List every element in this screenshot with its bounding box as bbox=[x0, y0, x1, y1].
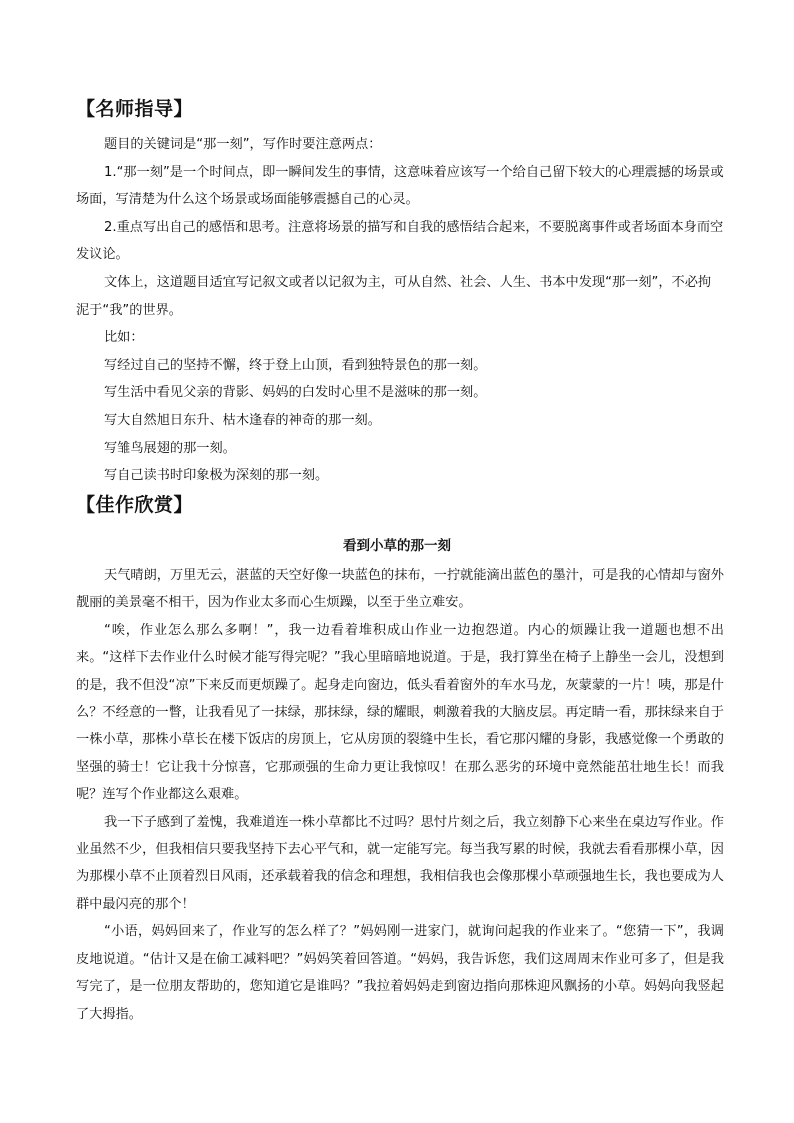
guide-paragraph: 题目的关键词是“那一刻”，写作时要注意两点： bbox=[104, 137, 382, 152]
guide-paragraph: 1.“那一刻”是一个时间点，即一瞬间发生的事情，这意味着应该写一个给自己留下较大的心理震撼的场景或场面，写清楚为什么这个场景或场面能够震撼自己的心灵。 bbox=[76, 164, 724, 208]
guide-example: 写经过自己的坚持不懈，终于登上山顶，看到独特景色的那一刻。 bbox=[104, 357, 487, 373]
article-paragraph: 天气晴朗，万里无云，湛蓝的天空好像一块蓝色的抹布，一拧就能滴出蓝色的墨汁，可是我的心情却与窗外靓丽的美景毫不相干，因为作业太多而心生烦躁，以至于坐立难安。 bbox=[76, 568, 724, 611]
guide-paragraph: 文体上，这道题目适宜写记叙文或者以记叙为主，可从自然、社会、人生、书本中发现“那一刻”，不必拘泥于“我”的世界。 bbox=[76, 274, 712, 318]
guide-example: 写生活中看见父亲的背影、妈妈的白发时心里不是滋味的那一刻。 bbox=[104, 385, 487, 401]
article-body bbox=[76, 562, 724, 1028]
guide-paragraph: 比如： bbox=[104, 330, 144, 346]
article-paragraph: 我一下子感到了羞愧，我难道连一株小草都比不过吗？思忖片刻之后，我立刻静下心来坐在桌边写作业。作业虽然不少，但我相信只要我坚持下去心平气和，就一定能写完。每当我写累的时候，我就去看看那棵小草，因为那棵小草不止顶着烈日风雨，还承载着我的信念和理想，我相信我也会像那棵小草顽强地生长，我也要成为人群中最闪亮的那个！ bbox=[76, 814, 724, 912]
article-paragraph: “小语，妈妈回来了，作业写的怎么样了？”妈妈刚一进家门，就询问起我的作业来了。“您猜一下”，我调皮地说道。“估计又是在偷工减料吧？”妈妈笑着回答道。“妈妈，我告诉您，我们这周周末作业可多了，但是我写完了，是一位朋友帮助的，您知道它是谁吗？”我拉着妈妈走到窗边指向那株迎风飘扬的小草。妈妈向我竖起了大拇指。 bbox=[76, 924, 724, 1022]
appreciation-heading: 【佳作欣赏】 bbox=[76, 494, 194, 516]
guide-example: 写大自然旭日东升、枯木逢春的神奇的那一刻。 bbox=[104, 412, 381, 428]
guide-paragraph: 2.重点写出自己的感悟和思考。注意将场景的描写和自我的感悟结合起来，不要脱离事件或者场面本身而空发议论。 bbox=[76, 219, 724, 263]
article-title: 看到小草的那一刻 bbox=[343, 538, 451, 554]
guide-example: 写自己读书时印象极为深刻的那一刻。 bbox=[104, 468, 329, 484]
guide-content bbox=[76, 131, 724, 490]
article-paragraph: “唉，作业怎么那么多啊！”，我一边看着堆积成山作业一边抱怨道。内心的烦躁让我一道题也想不出来。“这样下去作业什么时候才能写得完呢？”我心里暗暗地说道。于是，我打算坐在椅子上静坐一会儿，没想到的是，我不但没“凉”下来反而更烦躁了。起身走向窗边，低头看着窗外的车水马龙，灰蒙蒙的一片！咦，那是什么？不经意的一瞥，让我看见了一抹绿，那抹绿，绿的耀眼，刺激着我的大脑皮层。再定睛一看，那抹绿来自于一株小草，那株小草长在楼下饭店的房顶上，它从房顶的裂缝中生长，看它那闪耀的身影，我感觉像一个勇敢的坚强的骑士！它让我十分惊喜，它那顽强的生命力更让我惊叹！在那么恶劣的环境中竟然能茁壮地生长！而我呢？连写个作业都这么艰难。 bbox=[76, 622, 724, 803]
guide-example: 写雏鸟展翅的那一刻。 bbox=[104, 440, 236, 456]
guide-heading: 【名师指导】 bbox=[76, 98, 194, 120]
